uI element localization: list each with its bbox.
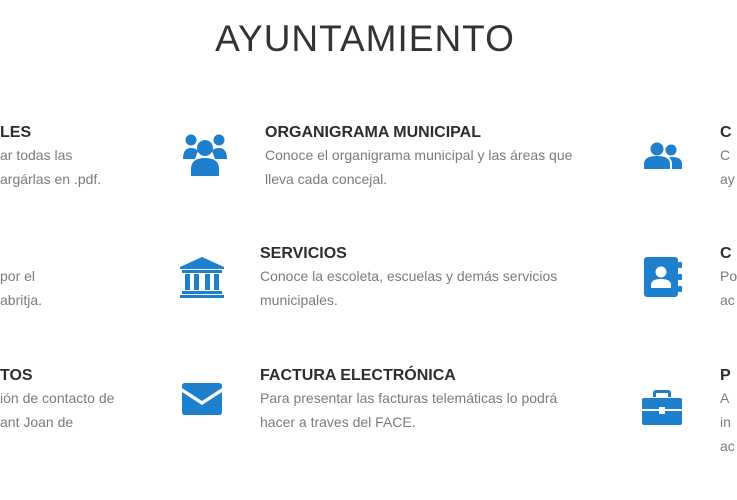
- card-organigrama-desc-line-2: lleva cada concejal.: [265, 171, 388, 187]
- card-factura-title[interactable]: FACTURA ELECTRÓNICA: [260, 367, 456, 384]
- left-card-2-desc-line-1: por el: [0, 268, 36, 284]
- institution-building-icon[interactable]: [179, 256, 225, 298]
- right-card-1-desc-line-2: ay: [720, 171, 735, 187]
- right-card-2-desc-line-1: Po: [720, 268, 737, 284]
- users-icon[interactable]: [644, 142, 682, 170]
- users-group-icon[interactable]: [182, 133, 228, 177]
- briefcase-icon[interactable]: [642, 390, 682, 426]
- left-card-3-desc-line-1: ión de contacto de: [0, 390, 115, 406]
- right-card-3-desc-line-3: ac: [720, 438, 735, 454]
- right-card-3-title[interactable]: P: [720, 367, 731, 384]
- right-card-1-title[interactable]: C: [720, 124, 732, 141]
- card-factura-desc-line-1: Para presentar las facturas telemáticas lo podrá: [260, 390, 558, 406]
- card-servicios-desc-line-1: Conoce la escoleta, escuelas y demás servicios: [260, 268, 558, 284]
- card-servicios-title[interactable]: SERVICIOS: [260, 245, 347, 262]
- page-title: AYUNTAMIENTO: [215, 18, 515, 59]
- right-card-3-desc-line-1: A: [720, 390, 730, 406]
- right-card-3-desc-line-2: in: [720, 414, 731, 430]
- left-card-1-title[interactable]: LES: [0, 124, 32, 141]
- card-organigrama-desc-line-1: Conoce el organigrama municipal y las áreas que: [265, 147, 573, 163]
- envelope-icon[interactable]: [182, 383, 222, 415]
- left-card-3-title[interactable]: TOS: [0, 367, 33, 384]
- right-card-1-desc-line-1: C: [720, 147, 731, 163]
- card-servicios-desc-line-2: municipales.: [260, 292, 338, 308]
- left-card-1-desc-line-1: ar todas las: [0, 147, 73, 163]
- left-card-1-desc-line-2: argárlas en .pdf.: [0, 171, 102, 187]
- card-organigrama-title[interactable]: ORGANIGRAMA MUNICIPAL: [265, 124, 481, 141]
- card-factura-desc-line-2: hacer a traves del FACE.: [260, 414, 416, 430]
- right-card-2-title[interactable]: C: [720, 245, 732, 262]
- left-card-3-desc-line-2: ant Joan de: [0, 414, 74, 430]
- right-card-2-desc-line-2: ac: [720, 292, 735, 308]
- left-card-2-desc-line-2: abritja.: [0, 292, 43, 308]
- address-book-icon[interactable]: [644, 257, 682, 297]
